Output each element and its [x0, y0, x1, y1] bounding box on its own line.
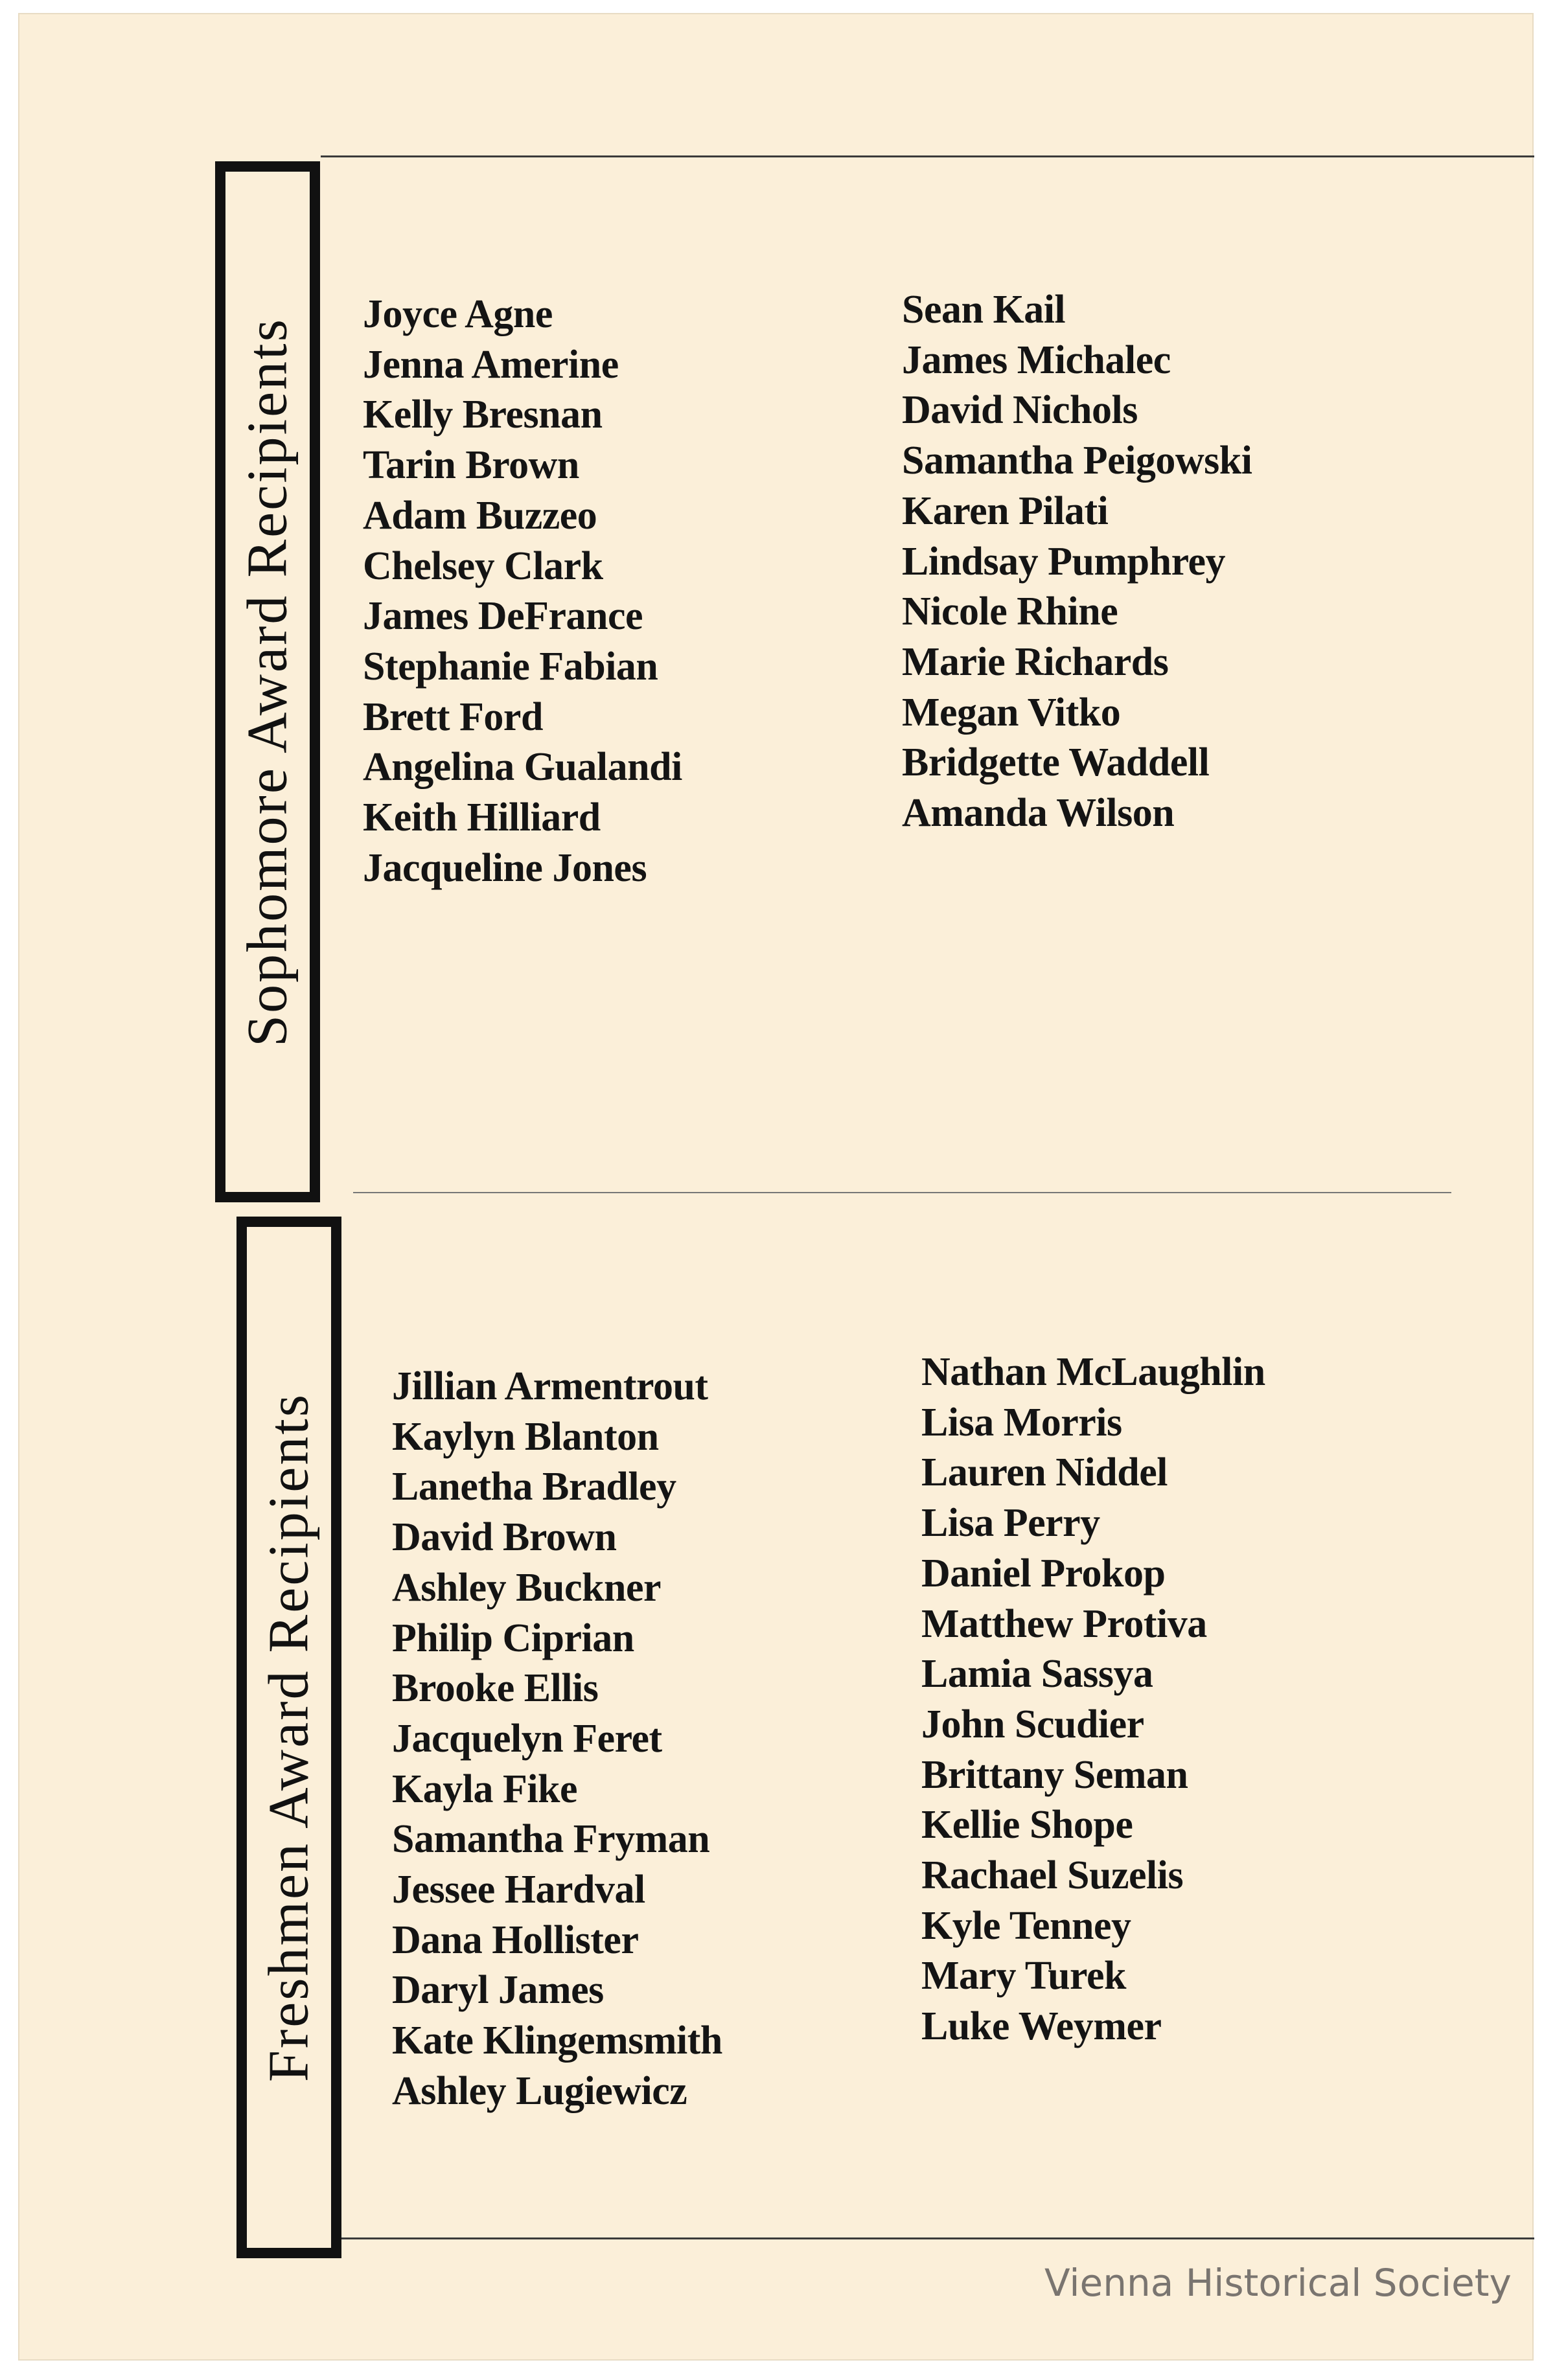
- list-item: Karen Pilati: [902, 488, 1109, 533]
- list-item: Angelina Gualandi: [363, 745, 682, 790]
- list-item: David Brown: [392, 1515, 617, 1560]
- list-item: Joyce Agne: [363, 292, 553, 336]
- list-item: Nathan McLaughlin: [921, 1350, 1265, 1394]
- list-item: Marie Richards: [902, 639, 1169, 684]
- list-item: Ashley Buckner: [392, 1565, 661, 1610]
- watermark: Vienna Historical Society: [1044, 2261, 1512, 2305]
- list-item: Jenna Amerine: [363, 342, 619, 387]
- sophomore-heading: Sophomore Award Recipients: [236, 317, 299, 1047]
- list-item: Adam Buzzeo: [363, 493, 597, 538]
- list-item: Amanda Wilson: [902, 791, 1175, 836]
- list-item: Bridgette Waddell: [902, 740, 1210, 785]
- list-item: John Scudier: [921, 1702, 1144, 1746]
- list-item: Philip Ciprian: [392, 1616, 634, 1660]
- list-item: Lisa Perry: [921, 1501, 1100, 1546]
- list-item: Mary Turek: [921, 1954, 1126, 1998]
- top-rule: [321, 155, 1534, 157]
- section-divider-rule: [353, 1192, 1451, 1193]
- list-item: Lanetha Bradley: [392, 1465, 676, 1509]
- list-item: Kelly Bresnan: [363, 393, 603, 437]
- list-item: Kaylyn Blanton: [392, 1414, 659, 1459]
- list-item: Brooke Ellis: [392, 1666, 599, 1711]
- list-item: Dana Hollister: [392, 1917, 639, 1962]
- list-item: Megan Vitko: [902, 690, 1121, 735]
- list-item: Lindsay Pumphrey: [902, 539, 1226, 584]
- list-item: Kate Klingemsmith: [392, 2019, 722, 2063]
- list-item: Keith Hilliard: [363, 795, 601, 840]
- list-item: Jacquelyn Feret: [392, 1716, 662, 1761]
- list-item: Rachael Suzelis: [921, 1853, 1184, 1898]
- list-item: Chelsey Clark: [363, 544, 603, 588]
- sophomore-names-left: [363, 290, 682, 893]
- list-item: Lauren Niddel: [921, 1450, 1168, 1495]
- list-item: Luke Weymer: [921, 2004, 1162, 2049]
- list-item: Kayla Fike: [392, 1767, 578, 1811]
- list-item: Sean Kail: [902, 288, 1066, 332]
- freshmen-heading: Freshmen Award Recipients: [257, 1392, 321, 2083]
- list-item: Brittany Seman: [921, 1752, 1188, 1797]
- freshmen-names-left: [392, 1362, 722, 2117]
- list-item: Samantha Fryman: [392, 1817, 710, 1862]
- list-item: James DeFrance: [363, 594, 643, 639]
- list-item: Kellie Shope: [921, 1803, 1133, 1848]
- list-item: Brett Ford: [363, 694, 543, 739]
- list-item: Nicole Rhine: [902, 589, 1118, 634]
- list-item: Tarin Brown: [363, 443, 579, 488]
- list-item: Daniel Prokop: [921, 1551, 1166, 1596]
- list-item: Lisa Morris: [921, 1400, 1122, 1445]
- list-item: Stephanie Fabian: [363, 644, 658, 689]
- list-item: Jacqueline Jones: [363, 845, 647, 890]
- freshmen-heading-box: [236, 1217, 341, 2258]
- list-item: Ashley Lugiewicz: [392, 2068, 687, 2113]
- list-item: James Michalec: [902, 338, 1171, 382]
- bottom-rule: [337, 2237, 1534, 2239]
- list-item: Jessee Hardval: [392, 1868, 645, 1912]
- sophomore-heading-box: [215, 161, 320, 1202]
- sophomore-names-right: [902, 285, 1252, 839]
- list-item: Daryl James: [392, 1968, 604, 2013]
- list-item: Matthew Protiva: [921, 1601, 1207, 1646]
- list-item: Samantha Peigowski: [902, 439, 1252, 483]
- list-item: Lamia Sassya: [921, 1652, 1153, 1697]
- list-item: Jillian Armentrout: [392, 1364, 708, 1408]
- list-item: Kyle Tenney: [921, 1903, 1131, 1948]
- freshmen-names-right: [921, 1347, 1265, 2052]
- program-page: [19, 14, 1532, 2359]
- list-item: David Nichols: [902, 388, 1138, 433]
